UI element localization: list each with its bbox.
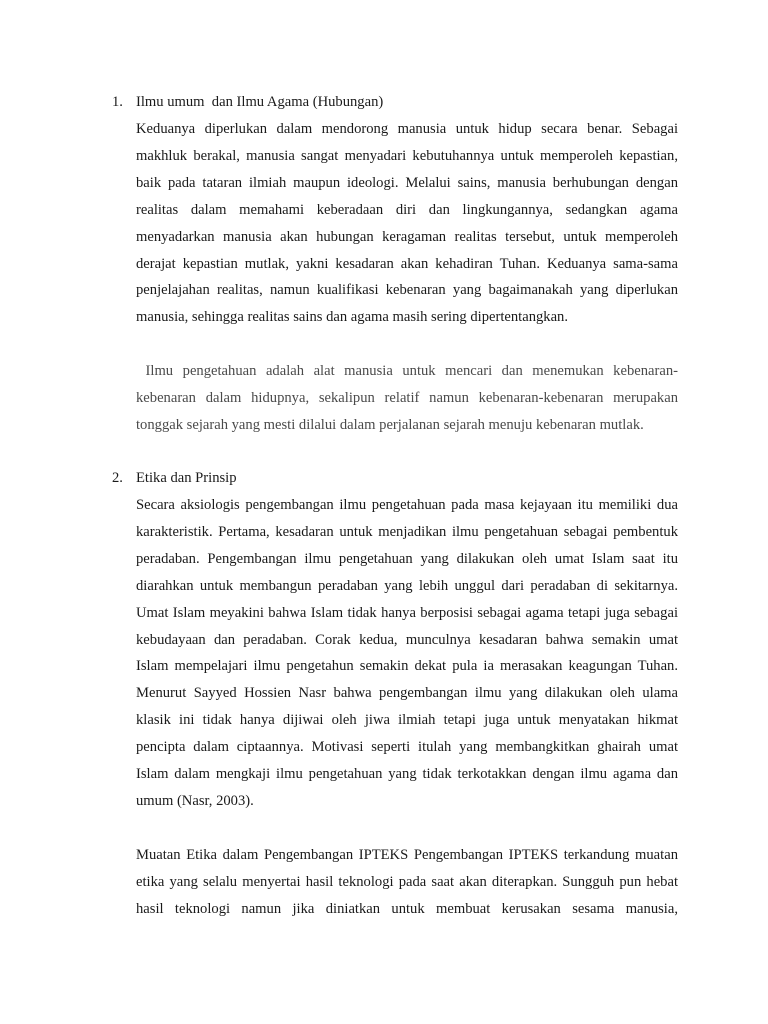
section-2-paragraph-2: [136, 842, 678, 923]
section-number: 2.: [112, 470, 123, 486]
section-1-heading: [112, 93, 678, 111]
section-title: Ilmu umum dan Ilmu Agama (Hubungan): [136, 94, 384, 110]
text-line: Muatan Etika dalam Pengembangan IPTEKS Pengembangan IPTEKS terkandung muatan: [136, 847, 678, 863]
text-line: derajat kepastian mutlak, yakni kesadaran akan kehadiran Tuhan. Keduanya sama-sama: [136, 255, 678, 272]
text-line: klasik ini tidak hanya dijiwai oleh jiwa ilmiah tetapi juga untuk menyatakan hikmat: [136, 712, 678, 729]
text-line: umum (Nasr, 2003).: [136, 792, 254, 809]
text-line: pencipta dalam ciptaannya. Motivasi seperti itulah yang membangkitkan ghairah umat: [136, 739, 678, 756]
text-line: Islam dalam mengkaji ilmu pengetahuan yang tidak terkotakkan dengan ilmu agama dan: [136, 766, 678, 783]
section-title: Etika dan Prinsip: [136, 470, 237, 486]
text-line: Keduanya diperlukan dalam mendorong manusia untuk hidup secara benar. Sebagai: [136, 121, 678, 137]
text-line: makhluk berakal, manusia sangat menyadari kebutuhannya untuk memperoleh kepastian,: [136, 147, 678, 164]
text-line: tonggak sejarah yang mesti dilalui dalam perjalanan sejarah menuju kebenaran mutlak.: [136, 416, 644, 433]
text-line: peradaban. Pengembangan ilmu pengetahuan yang dilakukan oleh umat Islam saat itu: [136, 550, 678, 567]
text-line: karakteristik. Pertama, kesadaran untuk menjadikan ilmu pengetahuan sebagai pembentuk: [136, 523, 678, 540]
text-line: manusia, sehingga realitas sains dan agama masih sering dipertentangkan.: [136, 309, 569, 326]
text-line: hasil teknologi namun jika diniatkan untuk membuat kerusakan sesama manusia,: [136, 900, 678, 917]
text-line: Ilmu pengetahuan adalah alat manusia untuk mencari dan menemukan kebenaran-: [136, 363, 678, 379]
section-2-paragraph-1: [136, 492, 678, 815]
section-2-heading: [112, 469, 678, 487]
section-1-paragraph-1: [136, 116, 678, 331]
text-line: baik pada tataran ilmiah maupun ideologi. Melalui sains, manusia berhubungan dengan: [136, 174, 678, 191]
text-line: menyadarkan manusia akan hubungan keragaman realitas tersebut, untuk memperoleh: [136, 228, 678, 245]
section-1-paragraph-2: [136, 358, 678, 439]
text-line: Secara aksiologis pengembangan ilmu pengetahuan pada masa kejayaan itu memiliki dua: [136, 497, 678, 513]
section-number: 1.: [112, 94, 123, 110]
text-line: diarahkan untuk membangun peradaban yang lebih unggul dari peradaban di sekitarnya.: [136, 577, 678, 594]
text-line: penjelajahan realitas, namun kualifikasi kebenaran yang bagaimanakah yang diperlukan: [136, 282, 678, 299]
text-line: Islam mempelajari ilmu pengetahun semakin dekat pula ia merasakan keagungan Tuhan.: [136, 658, 678, 675]
text-line: Umat Islam meyakini bahwa Islam tidak hanya berposisi sebagai agama tetapi juga sebagai: [136, 604, 678, 621]
text-line: etika yang selalu menyertai hasil teknologi pada saat akan diterapkan. Sungguh pun hebat: [136, 873, 678, 890]
text-line: kebenaran dalam hidupnya, sekalipun relatif namun kebenaran-kebenaran merupakan: [136, 389, 678, 406]
text-line: Menurut Sayyed Hossien Nasr bahwa pengembangan ilmu yang dilakukan oleh ulama: [136, 685, 678, 702]
text-line: kebudayaan dan peradaban. Corak kedua, munculnya kesadaran bahwa semakin umat: [136, 631, 678, 648]
text-line: realitas dalam memahami keberadaan diri dan lingkungannya, sedangkan agama: [136, 201, 678, 218]
